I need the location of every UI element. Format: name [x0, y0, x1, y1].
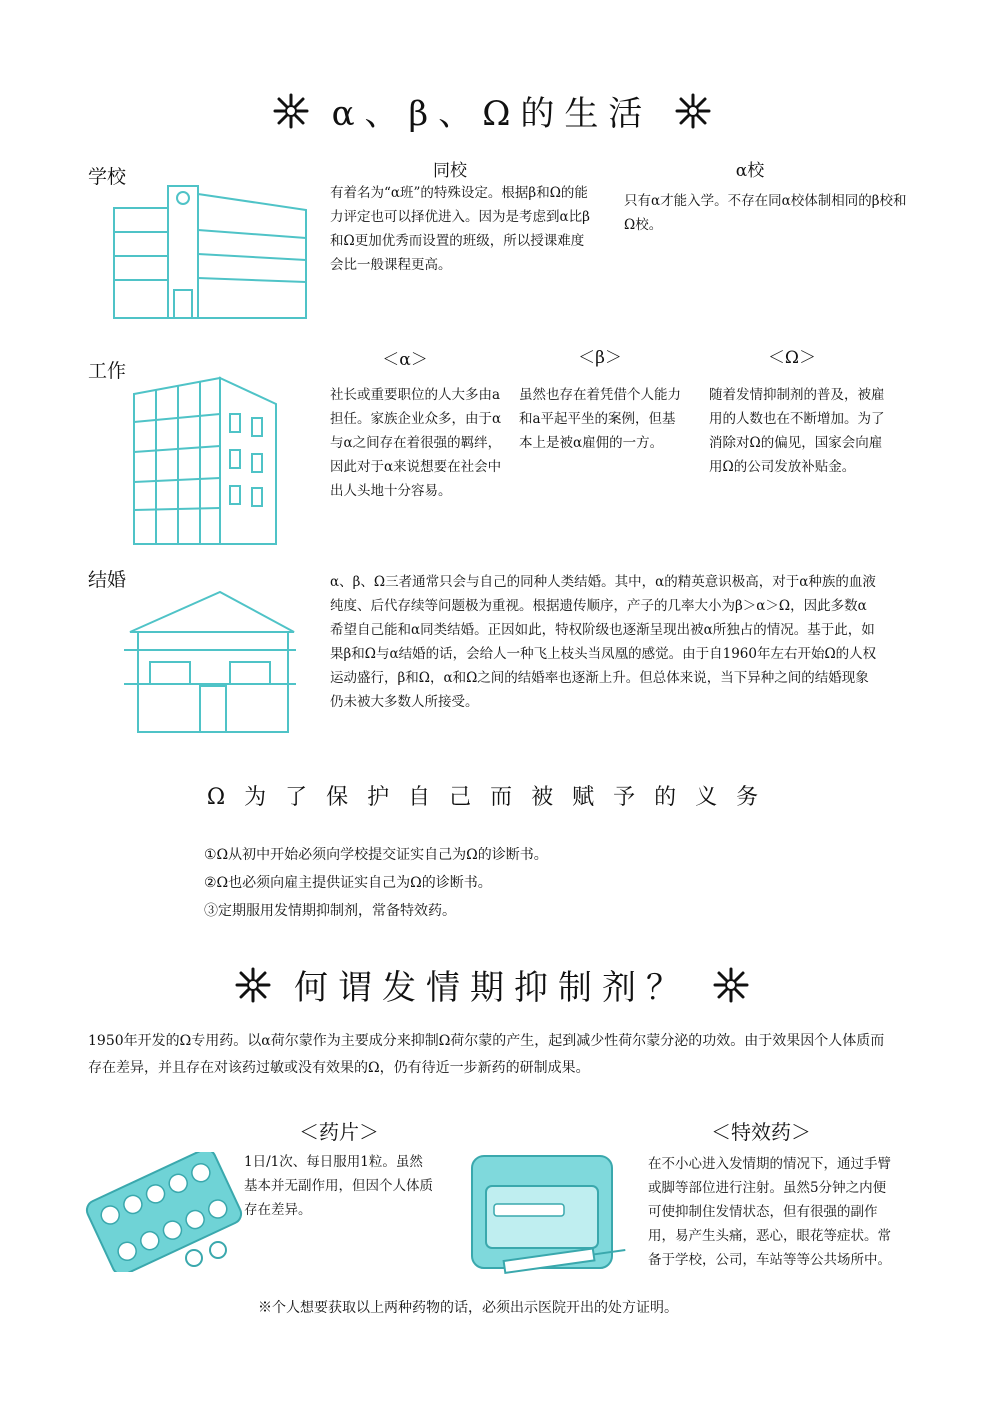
- page-title: [0, 86, 984, 135]
- duty-item-3: ③定期服用发情期抑制剂，常备特效药。: [204, 903, 456, 919]
- section-label-work: 工作: [88, 360, 127, 382]
- title-text: α、β、Ω的生活: [331, 94, 653, 134]
- marriage-text: α、β、Ω三者通常只会与自己的同种人类结婚。其中，α的精英意识极高，对于α种族的血液纯度、后代存续等问题极为重视。根据遗传顺序，产子的几率大小为β＞α＞Ω，因此多数α希望自己能和α同类结婚。正因如此，特权阶级也逐渐呈现出被α所独占的情况。基于此，如果β和Ω与α结婚的话，会给人一种飞上枝头当凤凰的感觉。由于自1960年左右开始Ω的人权运动盛行，β和Ω，α和Ω之间的结婚率也逐渐上升。但总体来说，当下异种之间的结婚现象仍未被大多数人所接受。: [330, 574, 877, 710]
- section-label-school: 学校: [88, 166, 127, 188]
- work-beta-head: ＜β＞: [578, 348, 622, 368]
- suppressant-title-text: 何谓发情期抑制剂？: [294, 968, 690, 1008]
- snowflake-ornament-icon: [233, 965, 273, 1005]
- snowflake-ornament-icon: [673, 91, 713, 131]
- school-col2-text: 只有α才能入学。不存在同α校体制相同的β校和Ω校。: [624, 193, 907, 233]
- section-label-marriage: 结婚: [88, 569, 127, 591]
- work-omega-head: ＜Ω＞: [767, 348, 817, 368]
- suppressant-intro: 1950年开发的Ω专用药。以α荷尔蒙作为主要成分来抑制Ω荷尔蒙的产生，起到减少性荷尔蒙分泌的功效。由于效果因个人体质而存在差异，并且存在对该药过敏或没有效果的Ω，仍有待近一步新药的研制成果。: [88, 1033, 885, 1076]
- school-building-icon: [110, 180, 310, 322]
- pill-head: ＜药片＞: [299, 1120, 379, 1144]
- suppressant-title: [0, 960, 984, 1009]
- work-alpha-head: ＜α＞: [382, 350, 428, 370]
- school-col1-head: 同校: [433, 161, 467, 181]
- prescription-note: ※个人想要获取以上两种药物的话，必须出示医院开出的处方证明。: [258, 1300, 678, 1316]
- office-building-icon: [130, 374, 280, 546]
- snowflake-ornament-icon: [711, 965, 751, 1005]
- duty-item-1: ①Ω从初中开始必须向学校提交证实自己为Ω的诊断书。: [204, 847, 548, 863]
- work-beta-text: 虽然也存在着凭借个人能力和a平起平坐的案例，但基本上是被α雇佣的一方。: [519, 387, 681, 451]
- house-icon: [120, 588, 300, 736]
- school-col2-head: α校: [735, 161, 765, 181]
- work-omega-text: 随着发情抑制剂的普及，被雇用的人数也在不断增加。为了消除对Ω的偏见，国家会向雇用Ω的公司发放补贴金。: [709, 387, 885, 475]
- duties-title: Ω为了保护自己而被赋予的义务: [206, 785, 778, 810]
- special-text: 在不小心进入发情期的情况下，通过手臂或脚等部位进行注射。虽然5分钟之内便可使抑制住发情状态，但有很强的副作用，易产生头痛，恶心，眼花等症状。常备于学校，公司，车站等等公共场所中。: [648, 1156, 891, 1268]
- special-head: ＜特效药＞: [711, 1120, 811, 1144]
- work-alpha-text: 社长或重要职位的人大多由a担任。家族企业众多，由于α与α之间存在着很强的羁绊，因此对于α来说想要在社会中出人头地十分容易。: [330, 387, 502, 499]
- school-col1-text: 有着名为“α班”的特殊设定。根据β和Ω的能力评定也可以择优进入。因为是考虑到α比β和Ω更加优秀而设置的班级，所以授课难度会比一般课程更高。: [330, 185, 590, 273]
- snowflake-ornament-icon: [271, 91, 311, 131]
- pill-text: 1日/1次、每日服用1粒。虽然基本并无副作用，但因个人体质存在差异。: [244, 1154, 433, 1218]
- duty-item-2: ②Ω也必须向雇主提供证实自己为Ω的诊断书。: [204, 875, 492, 891]
- injection-kit-icon: [464, 1150, 632, 1286]
- loose-pills-icon: [180, 1238, 234, 1272]
